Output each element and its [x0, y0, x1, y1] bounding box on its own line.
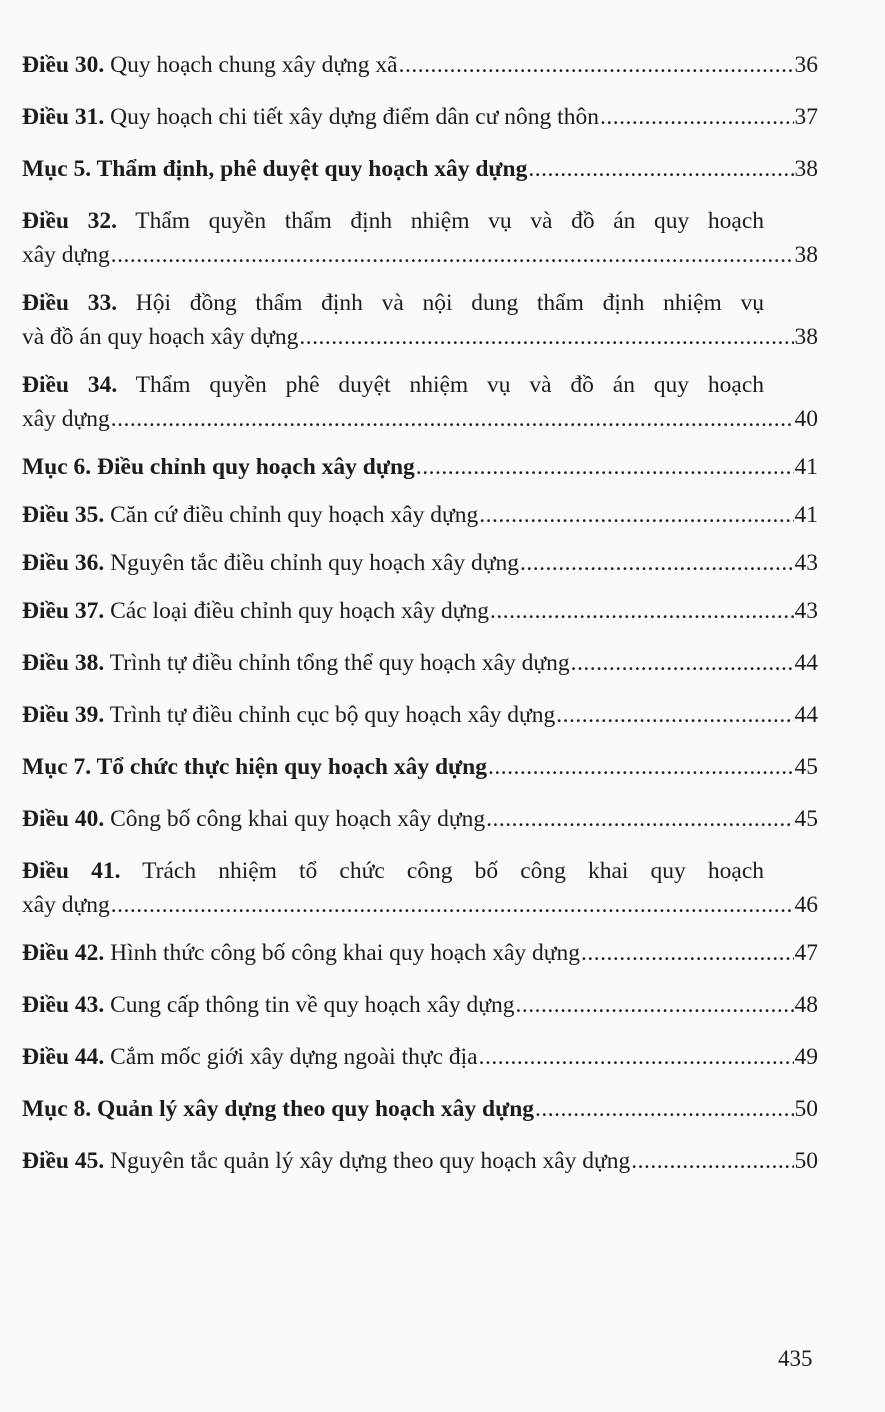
page-ref: 49: [794, 1044, 818, 1070]
article-number: Điều 31.: [22, 104, 105, 130]
toc-section-muc-8: [22, 1092, 818, 1144]
article-number: Điều 36.: [22, 550, 105, 576]
toc-entry-dieu-39: [22, 698, 818, 750]
leader-dots: [600, 100, 794, 134]
leader-dots: [416, 450, 794, 484]
leader-dots: [111, 888, 794, 922]
page-ref: 40: [794, 406, 818, 432]
article-title-line2: xây dựng: [22, 242, 110, 268]
article-number: Điều 30.: [22, 52, 105, 78]
page-ref: 43: [794, 598, 818, 624]
article-title: Nguyên tắc quản lý xây dựng theo quy hoạch xây dựng: [110, 1148, 631, 1174]
leader-dots: [111, 238, 794, 272]
leader-dots: [488, 750, 794, 784]
leader-dots: [556, 698, 793, 732]
leader-dots: [111, 402, 794, 436]
page-ref: 43: [794, 550, 818, 576]
leader-dots: [515, 988, 793, 1022]
leader-dots: [299, 320, 793, 354]
page-ref: 38: [794, 324, 818, 350]
article-title-line2: và đồ án quy hoạch xây dựng: [22, 324, 299, 350]
article-number: Điều 42.: [22, 940, 105, 966]
article-title-line1: Hội đồng thẩm định và nội dung thẩm định nhiệm vụ: [135, 290, 765, 316]
article-title: Căn cứ điều chỉnh quy hoạch xây dựng: [110, 502, 479, 528]
article-number: Điều 44.: [22, 1044, 105, 1070]
toc-entry-dieu-33: [22, 286, 818, 368]
article-number: Điều 38.: [22, 650, 105, 676]
page-ref: 38: [794, 156, 818, 182]
leader-dots: [520, 546, 794, 580]
article-title: Cắm mốc giới xây dựng ngoài thực địa: [110, 1044, 478, 1070]
article-number: Điều 33.: [22, 290, 118, 316]
leader-dots: [486, 802, 793, 836]
page-ref: 44: [794, 702, 818, 728]
article-title: Công bố công khai quy hoạch xây dựng: [110, 806, 486, 832]
article-title: Nguyên tắc điều chỉnh quy hoạch xây dựng: [110, 550, 519, 576]
page-ref: 48: [794, 992, 818, 1018]
toc-entry-dieu-34: [22, 368, 818, 450]
toc-entry-dieu-44: [22, 1040, 818, 1092]
article-title-line2: xây dựng: [22, 892, 110, 918]
article-number: Điều 32.: [22, 208, 118, 234]
page-ref: 45: [794, 806, 818, 832]
leader-dots: [479, 498, 793, 532]
page-ref: 46: [794, 892, 818, 918]
section-title: Mục 5. Thẩm định, phê duyệt quy hoạch xây dựng: [22, 156, 528, 182]
leader-dots: [535, 1092, 793, 1126]
article-number: Điều 37.: [22, 598, 105, 624]
toc-entry-dieu-37: [22, 594, 818, 646]
toc-entry-dieu-30: [22, 48, 818, 100]
toc-section-muc-7: [22, 750, 818, 802]
leader-dots: [399, 48, 794, 82]
toc-entry-dieu-45: [22, 1144, 818, 1196]
section-title: Mục 6. Điều chỉnh quy hoạch xây dựng: [22, 454, 415, 480]
leader-dots: [479, 1040, 794, 1074]
article-title: Trình tự điều chỉnh cục bộ quy hoạch xây dựng: [109, 702, 556, 728]
toc-entry-dieu-40: [22, 802, 818, 854]
article-number: Điều 45.: [22, 1148, 105, 1174]
toc-entry-dieu-43: [22, 988, 818, 1040]
toc-section-muc-6: [22, 450, 818, 498]
article-title: Quy hoạch chi tiết xây dựng điểm dân cư nông thôn: [110, 104, 599, 130]
toc-entry-dieu-35: [22, 498, 818, 546]
leader-dots: [571, 646, 794, 680]
article-title-line1: Thẩm quyền thẩm định nhiệm vụ và đồ án quy hoạch: [135, 208, 765, 234]
page-ref: 38: [794, 242, 818, 268]
table-of-contents: [22, 48, 818, 1196]
article-title-line1: Thẩm quyền phê duyệt nhiệm vụ và đồ án quy hoạch: [135, 372, 765, 398]
article-title: Trình tự điều chỉnh tổng thể quy hoạch xây dựng: [109, 650, 570, 676]
leader-dots: [631, 1144, 793, 1178]
page-ref: 44: [794, 650, 818, 676]
section-title: Mục 7. Tổ chức thực hiện quy hoạch xây dựng: [22, 754, 487, 780]
article-title-line2: xây dựng: [22, 406, 110, 432]
page-ref: 50: [794, 1148, 818, 1174]
article-title: Cung cấp thông tin về quy hoạch xây dựng: [110, 992, 515, 1018]
page-ref: 45: [794, 754, 818, 780]
page-ref: 37: [794, 104, 818, 130]
leader-dots: [490, 594, 794, 628]
article-number: Điều 43.: [22, 992, 105, 1018]
toc-entry-dieu-38: [22, 646, 818, 698]
toc-entry-dieu-41: [22, 854, 818, 936]
article-title-line1: Trách nhiệm tổ chức công bố công khai quy hoạch: [142, 858, 764, 884]
page-ref: 41: [794, 454, 818, 480]
article-title: Quy hoạch chung xây dựng xã: [110, 52, 398, 78]
page-ref: 47: [794, 940, 818, 966]
page-ref: 36: [794, 52, 818, 78]
toc-section-muc-5: [22, 152, 818, 204]
page-ref: 50: [794, 1096, 818, 1122]
article-number: Điều 39.: [22, 702, 105, 728]
article-number: Điều 35.: [22, 502, 105, 528]
toc-entry-dieu-32: [22, 204, 818, 286]
article-number: Điều 40.: [22, 806, 105, 832]
page-number: 435: [778, 1346, 813, 1371]
leader-dots: [528, 152, 793, 186]
article-number: Điều 34.: [22, 372, 118, 398]
section-title: Mục 8. Quản lý xây dựng theo quy hoạch xây dựng: [22, 1096, 535, 1122]
article-title: Hình thức công bố công khai quy hoạch xây dựng: [110, 940, 581, 966]
toc-entry-dieu-31: [22, 100, 818, 152]
article-number: Điều 41.: [22, 858, 121, 884]
toc-entry-dieu-42: [22, 936, 818, 988]
page-ref: 41: [794, 502, 818, 528]
toc-entry-dieu-36: [22, 546, 818, 594]
article-title: Các loại điều chỉnh quy hoạch xây dựng: [110, 598, 489, 624]
leader-dots: [581, 936, 793, 970]
